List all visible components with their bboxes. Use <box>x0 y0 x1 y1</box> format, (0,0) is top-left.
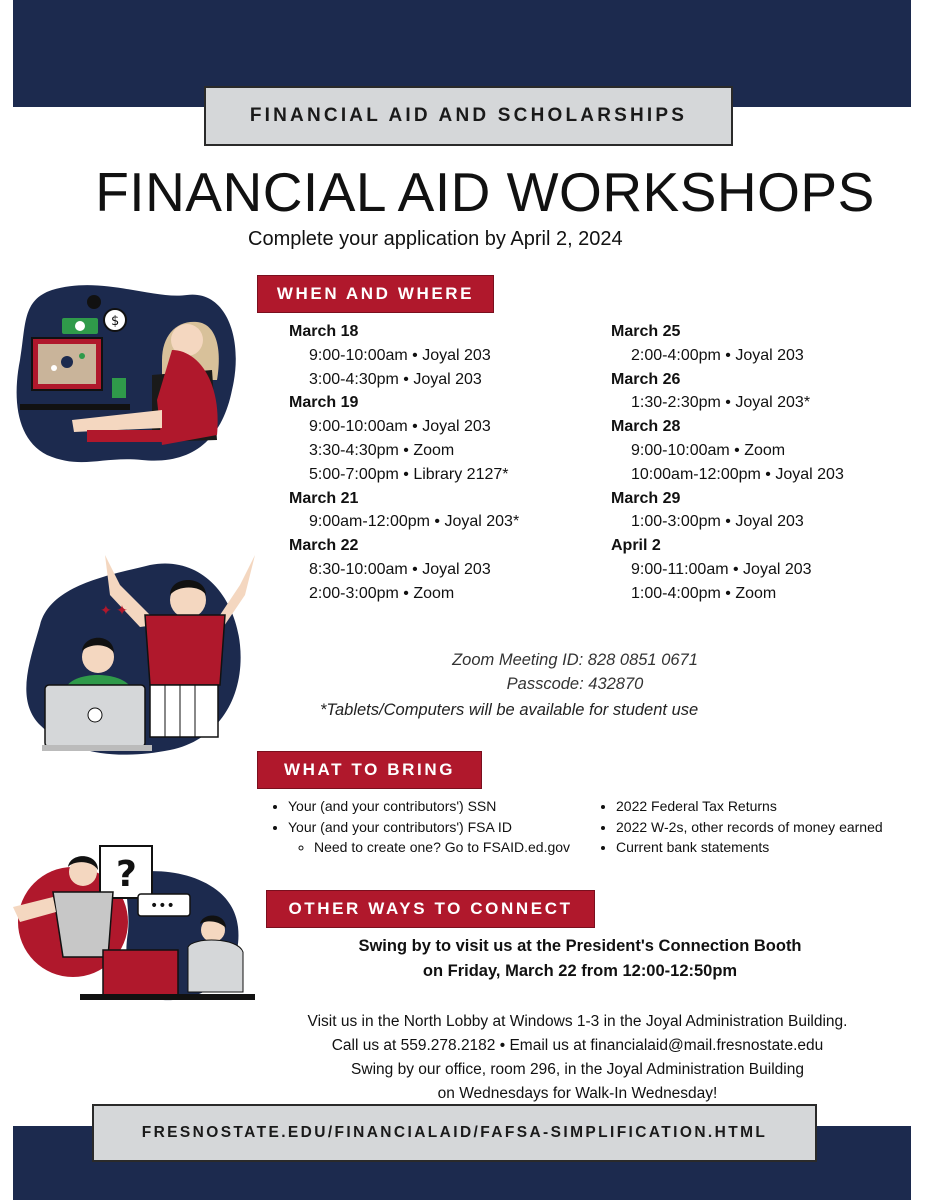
list-item <box>288 817 570 858</box>
bring-list-left <box>270 796 570 858</box>
schedule-date: March 18 <box>289 323 359 340</box>
what-to-bring-heading-text: WHAT TO BRING <box>283 760 456 779</box>
connect-heading-text: OTHER WAYS TO CONNECT <box>288 899 573 918</box>
page-subtitle: Complete your application by April 2, 2024 <box>248 228 623 250</box>
schedule-date: March 25 <box>611 323 681 340</box>
student-at-computer-illustration <box>12 280 244 470</box>
celebrating-students-illustration <box>10 545 260 760</box>
schedule-slot: 9:00-10:00am • Zoom <box>631 441 786 459</box>
contact-line[interactable]: Call us at 559.278.2182 • Email us at financialaid@mail.fresnostate.edu <box>331 1037 824 1054</box>
support-question-illustration <box>8 842 258 1007</box>
connect-heading <box>266 890 595 928</box>
schedule-slot: 5:00-7:00pm • Library 2127* <box>309 465 509 483</box>
schedule-date: March 22 <box>289 537 359 555</box>
schedule-slot: 1:30-2:30pm • Joyal 203* <box>631 394 811 412</box>
when-where-heading <box>257 275 494 313</box>
list-item-text: Your (and your contributors') FSA ID <box>288 818 512 835</box>
schedule-left-column <box>289 320 519 606</box>
schedule-date: March 29 <box>611 489 681 507</box>
when-where-heading-text: WHEN AND WHERE <box>276 284 475 303</box>
schedule-slot: 10:00am-12:00pm • Joyal 203 <box>631 465 844 483</box>
footer-url[interactable]: FRESNOSTATE.EDU/FINANCIALAID/FAFSA-SIMPLIFICATION.HTML <box>141 1124 768 1141</box>
schedule-date: March 26 <box>611 370 681 388</box>
visit-line: on Wednesdays for Walk-In Wednesday! <box>437 1085 718 1102</box>
department-tag-text: FINANCIAL AID AND SCHOLARSHIPS <box>249 105 688 126</box>
page-title: FINANCIAL AID WORKSHOPS <box>95 161 875 223</box>
fsa-id-link-item[interactable]: ◦ Need to create one? Go to FSAID.ed.gov <box>314 837 570 858</box>
footer-url-box[interactable] <box>92 1104 817 1162</box>
schedule-slot: 9:00am-12:00pm • Joyal 203* <box>309 513 520 531</box>
booth-line: Swing by to visit us at the President's Connection Booth <box>358 937 802 955</box>
list-item: • Current bank statements <box>616 837 883 858</box>
bring-list-right <box>598 796 883 858</box>
department-tag <box>204 86 733 146</box>
schedule-slot: 3:30-4:30pm • Zoom <box>309 441 455 459</box>
zoom-passcode: Passcode: 432870 <box>506 675 644 693</box>
schedule-slot: 1:00-4:00pm • Zoom <box>631 584 777 602</box>
schedule-date: March 19 <box>289 394 359 412</box>
visit-line: Visit us in the North Lobby at Windows 1-3 in the Joyal Administration Building. <box>307 1013 848 1030</box>
schedule-slot: 1:00-3:00pm • Joyal 203 <box>631 513 804 531</box>
booth-line: on Friday, March 22 from 12:00-12:50pm <box>422 962 738 980</box>
list-item: • Your (and your contributors') SSN <box>288 796 570 817</box>
schedule-slot: 9:00-11:00am • Joyal 203 <box>631 560 812 578</box>
visit-info <box>250 1010 905 1106</box>
schedule-date: March 21 <box>289 489 359 507</box>
schedule-slot: 8:30-10:00am • Joyal 203 <box>309 560 491 578</box>
svg-text:✦ ✦: ✦ ✦ <box>100 603 128 619</box>
schedule-date: March 28 <box>611 418 681 436</box>
booth-info <box>260 934 900 984</box>
schedule-right-column <box>611 320 844 606</box>
tablets-note: *Tablets/Computers will be available for student use <box>320 701 699 719</box>
zoom-info <box>300 648 850 696</box>
svg-text:•••: ••• <box>150 898 175 914</box>
list-item: • 2022 Federal Tax Returns <box>616 796 883 817</box>
svg-text:?: ? <box>116 854 137 895</box>
what-to-bring-heading <box>257 751 482 789</box>
visit-line: Swing by our office, room 296, in the Joyal Administration Building <box>351 1061 804 1078</box>
schedule-slot: 3:00-4:30pm • Joyal 203 <box>309 370 482 388</box>
schedule-slot: 2:00-4:00pm • Joyal 203 <box>631 346 804 364</box>
zoom-meeting-id: Zoom Meeting ID: 828 0851 0671 <box>452 651 698 669</box>
svg-text:$: $ <box>111 314 120 329</box>
list-item: • 2022 W-2s, other records of money earned <box>616 817 883 838</box>
schedule-slot: 9:00-10:00am • Joyal 203 <box>309 418 491 436</box>
schedule-date: April 2 <box>611 537 661 555</box>
schedule-slot: 9:00-10:00am • Joyal 203 <box>309 346 491 364</box>
schedule-slot: 2:00-3:00pm • Zoom <box>309 584 455 602</box>
